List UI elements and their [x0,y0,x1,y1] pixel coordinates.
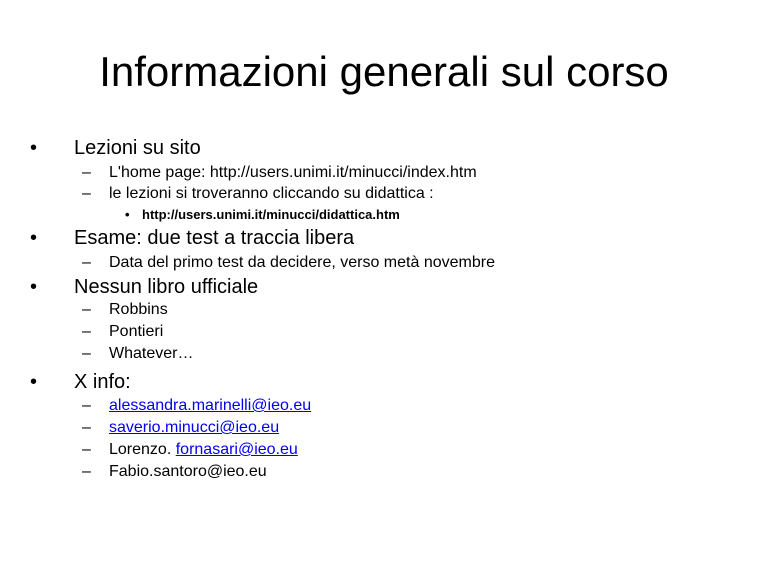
sub-bullet-text: Robbins [109,301,168,318]
email-link-marinelli[interactable]: alessandra.marinelli@ieo.eu [109,397,312,414]
dash-marker: – [82,301,91,318]
sub-bullet-pontieri [82,322,164,342]
dash-marker: – [82,441,91,458]
contact-name-prefix: Lorenzo. [109,441,176,458]
sub-bullet-didattica [82,184,434,204]
bullet-marker: • [30,137,38,159]
dash-marker: – [82,345,91,362]
sub-bullet-email-minucci [82,418,280,438]
dash-marker: – [82,185,91,202]
bullet-text: Esame: due test a traccia libera [74,227,355,249]
bullet-nessun-libro [30,275,259,299]
sub-bullet-text: le lezioni si troveranno cliccando su didattica : [109,185,434,202]
sub-bullet-home-page [82,163,477,183]
dash-marker: – [82,419,91,436]
sub-bullet-email-marinelli [82,396,312,416]
bullet-text: Lezioni su sito [74,137,201,159]
dash-marker: – [82,323,91,340]
sub-bullet-text: Whatever… [109,345,194,362]
bullet-text: X info: [74,371,131,393]
dash-marker: – [82,397,91,414]
sub-bullet-email-santoro [82,462,267,482]
sub-bullet-whatever [82,344,194,364]
email-link-fornasari[interactable]: fornasari@ieo.eu [175,441,298,458]
dash-marker: – [82,254,91,271]
sub-bullet-robbins [82,300,168,320]
bullet-marker: • [125,207,130,222]
email-link-minucci[interactable]: saverio.minucci@ieo.eu [109,419,280,436]
didattica-url: http://users.unimi.it/minucci/didattica.htm [142,207,400,222]
bullet-text: Nessun libro ufficiale [74,276,259,298]
sub-bullet-email-fornasari [82,440,298,460]
sub-bullet-text: Data del primo test da decidere, verso metà novembre [109,254,495,271]
sub-bullet-data-primo-test [82,253,495,273]
slide-title: Informazioni generali sul corso [99,48,669,95]
bullet-lezioni-su-sito [30,136,201,160]
dash-marker: – [82,164,91,181]
bullet-x-info [30,370,131,394]
sub-sub-bullet-didattica-url [125,207,400,223]
email-text-santoro: Fabio.santoro@ieo.eu [109,463,267,480]
sub-bullet-text: L'home page: http://users.unimi.it/minucci/index.htm [109,164,477,181]
dash-marker: – [82,463,91,480]
sub-bullet-text: Pontieri [109,323,164,340]
bullet-marker: • [30,227,38,249]
bullet-marker: • [30,371,38,393]
bullet-esame [30,226,355,250]
bullet-marker: • [30,276,38,298]
